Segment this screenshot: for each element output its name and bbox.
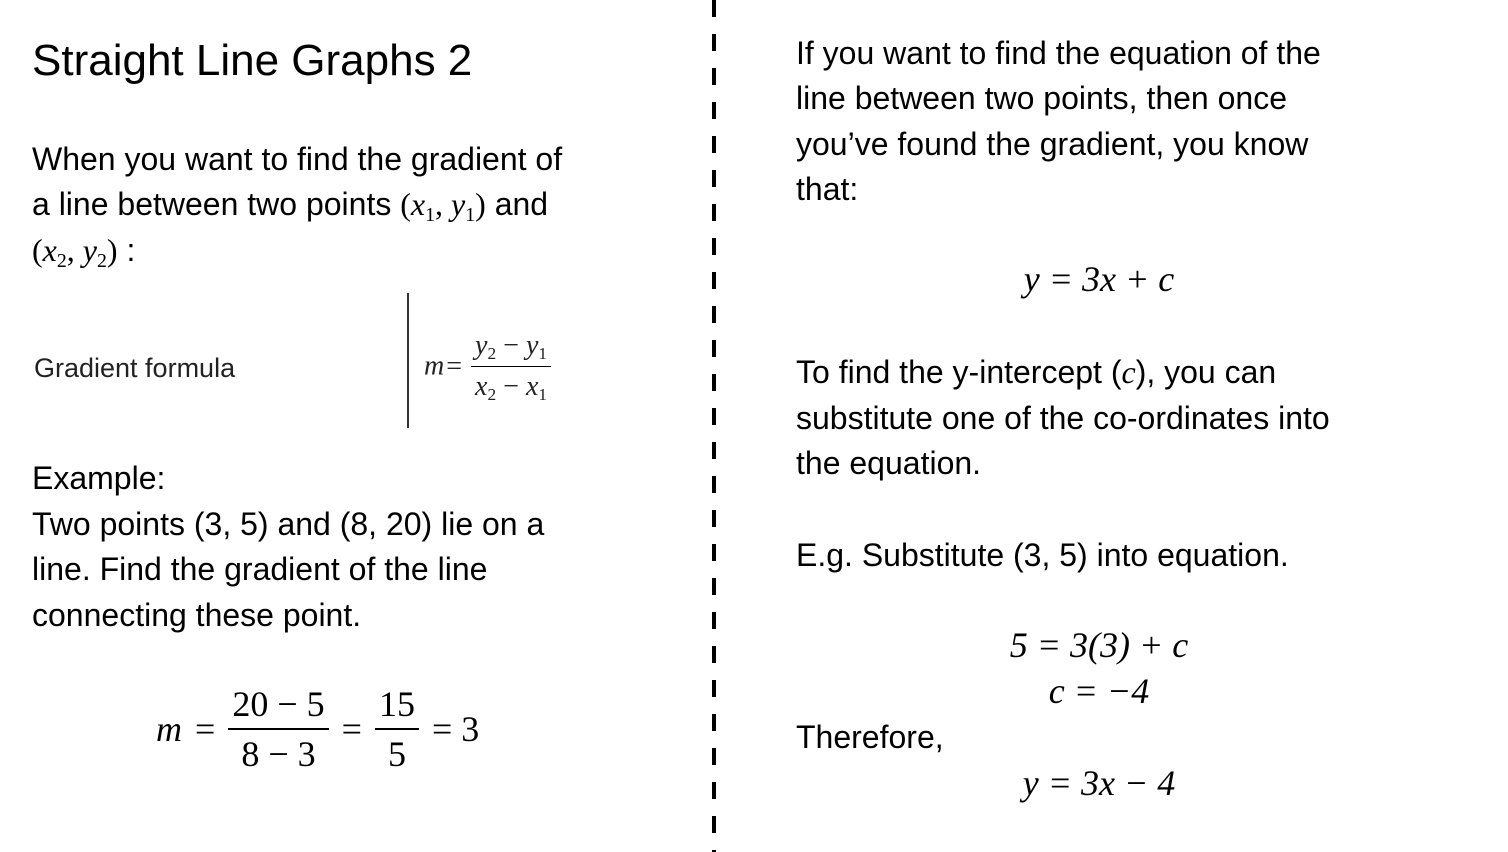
para2-var-c: c (1121, 354, 1136, 390)
page-title: Straight Line Graphs 2 (32, 36, 473, 85)
calc-result: = 3 (431, 709, 480, 749)
right-para2-line1 (796, 349, 1276, 395)
example-line-1: Two points (3, 5) and (8, 20) lie on a (32, 506, 545, 542)
calc-fraction-2 (375, 680, 419, 778)
example-line-2: line. Find the gradient of the line (32, 551, 488, 587)
substitution-equation: 5 = 3(3) + c (1009, 625, 1189, 665)
calc-equals-2: = (341, 709, 362, 749)
gradient-formula (424, 326, 551, 407)
formula-m: m (424, 350, 445, 382)
intro-line-2-and: and (494, 186, 549, 222)
intro-line-3-colon: : (117, 232, 136, 268)
intro-line-2 (32, 181, 548, 227)
intro-line-3 (32, 227, 135, 273)
formula-equals: = (446, 350, 463, 382)
calc-m: m (156, 709, 182, 749)
formula-fraction (471, 326, 551, 407)
intro-line-1: When you want to find the gradient of (32, 141, 563, 177)
final-equation: y = 3x − 4 (1022, 763, 1176, 803)
para2-text-post: ), you can (1135, 354, 1277, 390)
right-para1-line3: you’ve found the gradient, you know (796, 126, 1309, 162)
example-substitute-line: E.g. Substitute (3, 5) into equation. (796, 537, 1289, 573)
equation-general: y = 3x + c (1023, 259, 1175, 299)
therefore-label: Therefore, (796, 719, 944, 755)
calc-numerator-1: 20 − 5 (232, 684, 325, 724)
c-value-equation: c = −4 (1048, 671, 1150, 711)
calc-equals-1: = (195, 709, 216, 749)
right-para1-line4: that: (796, 171, 859, 207)
gradient-calculation (156, 680, 479, 778)
gradient-formula-label: Gradient formula (34, 353, 236, 383)
calc-denominator-2: 5 (375, 728, 419, 778)
right-para1-line1: If you want to find the equation of the (796, 35, 1321, 71)
formula-denominator: $x_2 - x_1$ (471, 366, 551, 407)
formula-divider-line (407, 293, 409, 428)
point-2: ($x_2$, $y_2$) (32, 232, 118, 272)
example-line-3: connecting these point. (32, 597, 362, 633)
formula-numerator: $y_2 - y_1$ (475, 330, 548, 364)
right-para2-line3: the equation. (796, 445, 982, 481)
column-divider (712, 0, 716, 852)
point-1: ($x_1$, $y_1$) (400, 186, 486, 226)
right-para2-line2: substitute one of the co-ordinates into (796, 400, 1330, 436)
calc-denominator-1: 8 − 3 (228, 728, 328, 778)
calc-fraction-1 (228, 680, 328, 778)
right-para1-line2: line between two points, then once (796, 80, 1287, 116)
example-heading: Example: (32, 460, 166, 496)
para2-text-pre: To find the y-intercept ( (796, 354, 1122, 390)
calc-numerator-2: 15 (378, 684, 415, 724)
intro-line-2-text: a line between two points (32, 186, 392, 222)
